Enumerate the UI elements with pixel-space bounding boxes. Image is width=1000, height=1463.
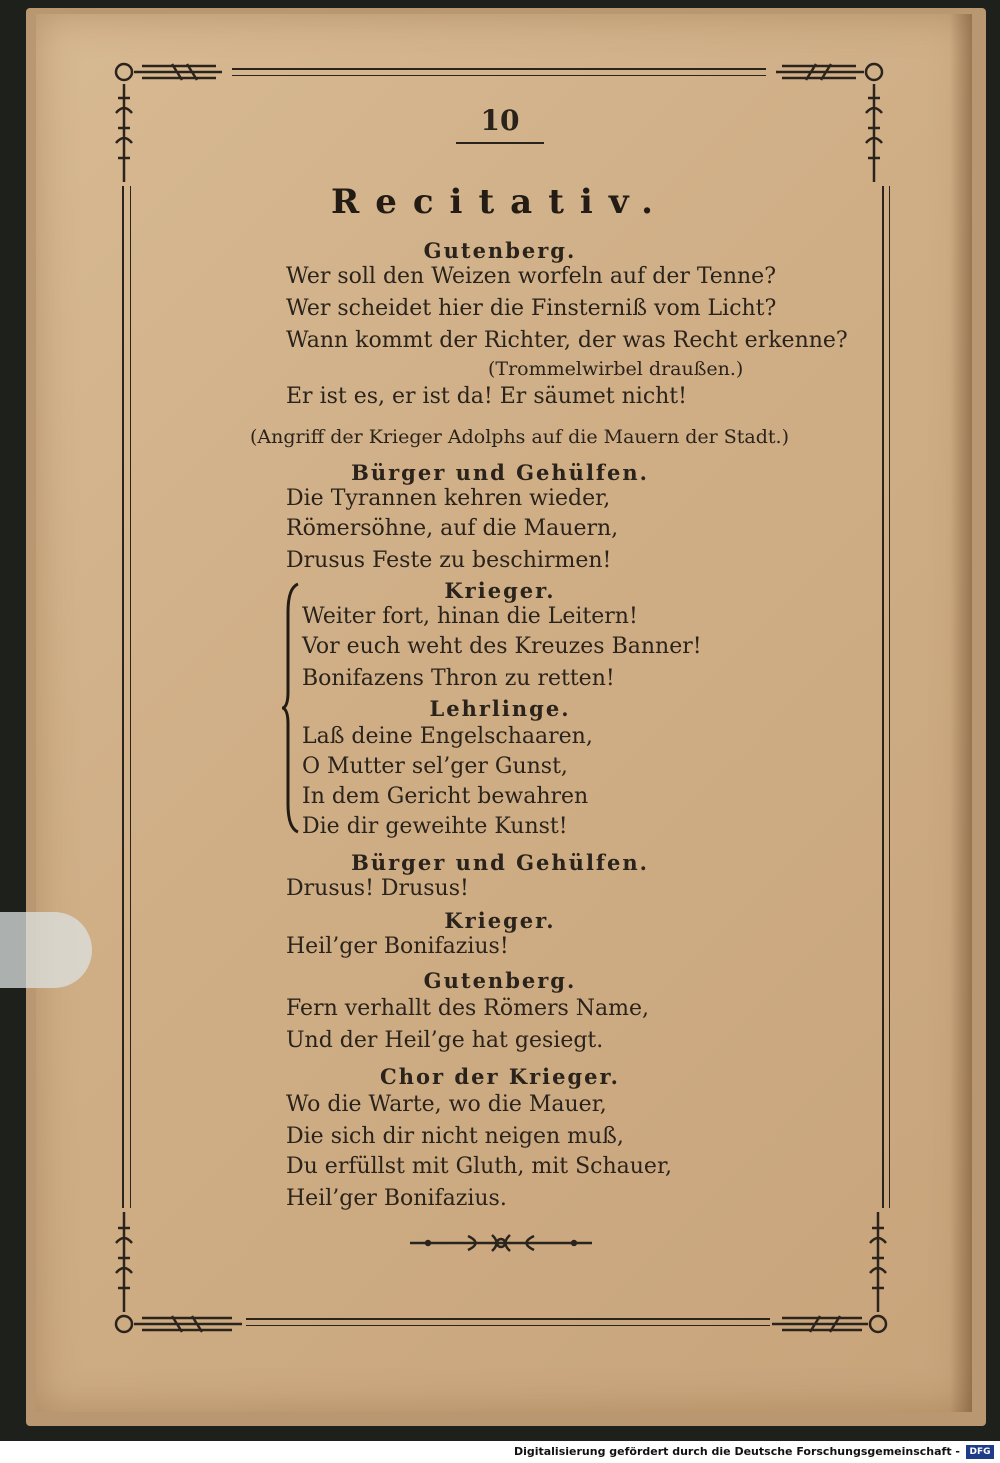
speaker-label: Bürger und Gehülfen. [351,850,649,875]
speaker-label: Gutenberg. [423,238,577,263]
verse-line: Weiter fort, hinan die Leitern! [302,604,638,629]
verse-line: Wo die Warte, wo die Mauer, [286,1092,607,1117]
speaker-label: Chor der Krieger. [380,1064,620,1089]
verse-line: Römersöhne, auf die Mauern, [286,516,619,541]
verse-line: Die dir geweihte Kunst! [302,814,568,839]
verse-line: Vor euch weht des Kreuzes Banner! [302,634,702,659]
footer-bar [0,1441,1000,1463]
speaker-label: Bürger und Gehülfen. [351,460,649,485]
tailpiece-ornament [408,1232,594,1254]
frame-top-rule-inner [232,75,766,76]
speaker-label: Krieger. [444,908,556,933]
verse-line: Wer soll den Weizen worfeln auf der Tenne? [286,264,776,289]
corner-ornament-bottom-right [770,1208,890,1338]
verse-line: Wer scheidet hier die Finsterniß vom Licht? [286,296,777,321]
section-title: Recitativ. [330,182,670,222]
speaker-label: Gutenberg. [423,968,577,993]
corner-ornament-bottom-left [112,1208,246,1338]
frame-top-rule [232,68,766,70]
curly-brace [282,582,302,834]
verse-line: Du erfüllst mit Gluth, mit Schauer, [286,1154,673,1179]
page-number-rule [456,142,544,144]
verse-line: Die sich dir nicht neigen muß, [286,1124,624,1149]
speaker-label: Krieger. [444,578,556,603]
scanner-clip [0,912,92,988]
frame-bottom-rule-inner [246,1325,770,1326]
verse-line: Er ist es, er ist da! Er säumet nicht! [286,384,687,409]
verse-line: O Mutter sel’ger Gunst, [302,754,568,779]
verse-line: Heil’ger Bonifazius! [286,934,509,959]
verse-line: Die Tyrannen kehren wieder, [286,486,611,511]
verse-line: In dem Gericht bewahren [302,784,589,809]
stage-direction: (Trommelwirbel draußen.) [488,358,744,380]
speaker-label: Lehrlinge. [429,696,571,721]
verse-line: Laß deine Engelschaaren, [302,724,593,749]
verse-line: Heil’ger Bonifazius. [286,1186,507,1211]
footer-credit: Digitalisierung gefördert durch die Deutsche Forschungsgemeinschaft - [513,1445,960,1458]
verse-line: Und der Heil’ge hat gesiegt. [286,1028,604,1053]
stage-direction: (Angriff der Krieger Adolphs auf die Mauern der Stadt.) [250,426,790,448]
verse-line: Wann kommt der Richter, der was Recht erkenne? [286,328,848,353]
frame-bottom-rule [246,1318,770,1320]
dfg-logo[interactable]: DFG [966,1445,994,1459]
page-number: 10 [480,104,520,137]
verse-line: Drusus! Drusus! [286,876,469,901]
verse-line: Drusus Feste zu beschirmen! [286,548,612,573]
verse-line: Bonifazens Thron zu retten! [302,666,615,691]
verse-line: Fern verhallt des Römers Name, [286,996,650,1021]
